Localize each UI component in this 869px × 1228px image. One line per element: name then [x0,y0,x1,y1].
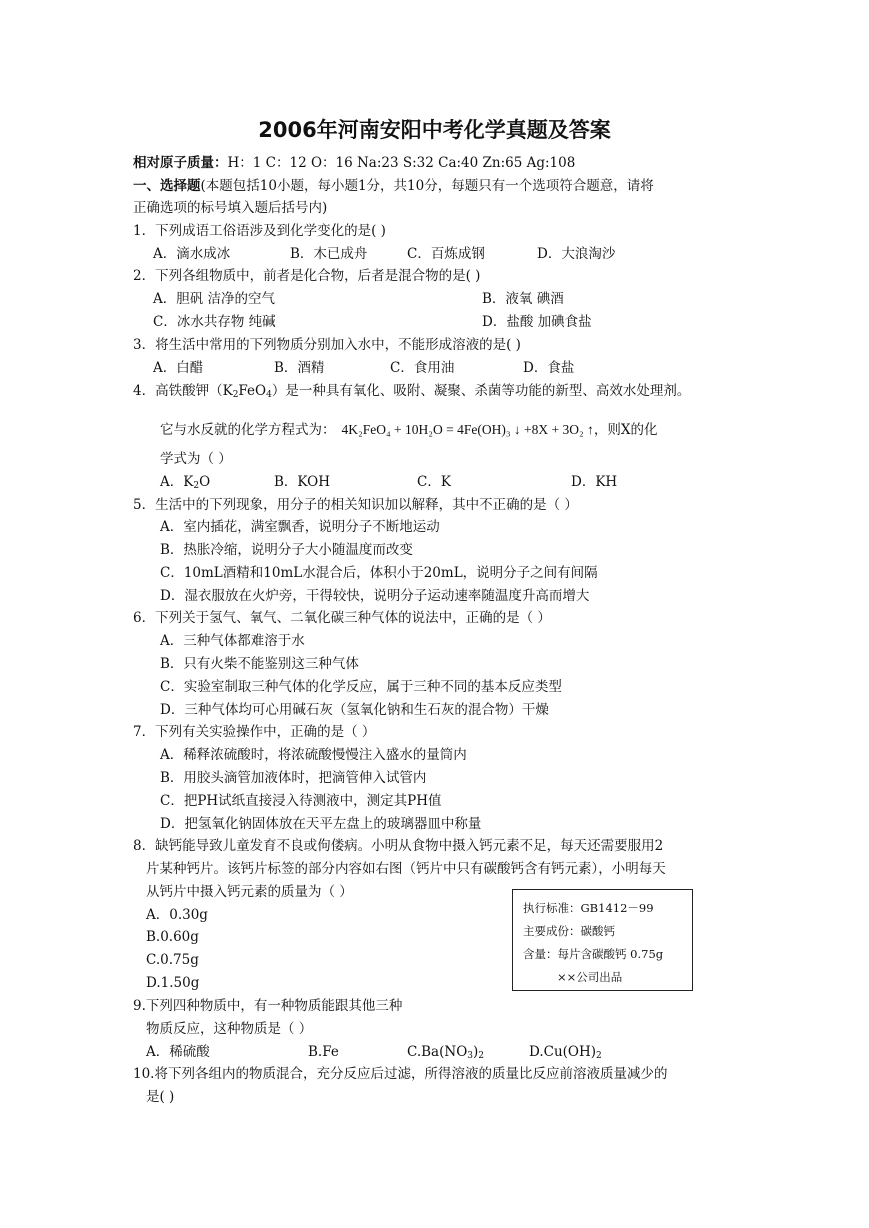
q4-option-c: C．K [417,474,451,490]
q2-option-b: B．液氧 碘酒 [482,291,564,307]
q5-option-a: A．室内插花，满室飘香，说明分子不断地运动 [160,519,440,535]
q4-stem-mid: FeO [238,383,267,399]
q4-equation: 4K₂FeO₄ + 10H₂O = 4Fe(OH)₃ ↓ +8X + 3O₂ ↑ [341,422,594,437]
calcium-tablet-label-box [512,889,693,991]
q4-line2 [160,420,657,440]
q7-stem: 7．下列有关实验操作中，正确的是（ ） [133,724,376,740]
q8-line1: 8．缺钙能导致儿童发育不良或佝偻病。小明从食物中摄入钙元素不足，每天还需要服用2 [133,838,664,854]
q9-option-b: B.Fe [308,1044,339,1060]
q9-option-d-pre: D.Cu(OH) [529,1044,597,1060]
q10-line2: 是( ) [146,1089,175,1105]
q4-option-a-pre: A．K [160,474,194,490]
q4-stem-sub2: 4 [266,390,272,400]
q7-option-b: B．用胶头滴管加液体时，把滴管伸入试管内 [160,770,427,786]
q9-option-d-sub: 2 [596,1051,602,1061]
q2-option-a: A．胆矾 洁净的空气 [153,291,276,307]
label-ingredient: 主要成份：碳酸钙 [523,924,615,938]
label-content: 含量：每片含碳酸钙 0.75g [523,947,664,961]
q4-option-a [160,472,210,496]
q9-option-d [529,1042,602,1066]
q9-option-a: A．稀硫酸 [146,1044,210,1060]
q6-option-d: D．三种气体均可心用碱石灰（氢氧化钠和生石灰的混合物）干燥 [160,702,549,718]
q3-option-d: D．食盐 [523,360,575,376]
page-title: 2006年河南安阳中考化学真题及答案 [258,118,611,142]
q4-stem-post: ）是一种具有氧化、吸附、凝聚、杀菌等功能的新型、高效水处理剂。 [271,383,691,399]
q1-stem: 1．下列成语工俗语涉及到化学变化的是( ) [133,223,386,239]
q9-option-c-post: ) [473,1044,479,1060]
q1-option-c: C．百炼成钢 [407,246,485,262]
q1-option-b: B．木已成舟 [290,246,368,262]
q3-option-c: C．食用油 [390,360,455,376]
q9-option-c-sub: 3 [467,1051,473,1061]
q7-option-a: A．稀释浓硫酸时，将浓硫酸慢慢注入盛水的量筒内 [160,747,467,763]
q5-stem: 5．生活中的下列现象，用分子的相关知识加以解释，其中不正确的是（ ） [133,497,578,513]
q10-line1: 10.将下列各组内的物质混合，充分反应后过滤，所得溶液的质量比反应前溶液质量减少的 [133,1066,668,1082]
q9-option-c-pre: C.Ba(NO [407,1044,468,1060]
q9-option-c-sub2: 2 [478,1051,485,1061]
q8-option-d: D.1.50g [146,975,200,991]
atomic-mass-line [133,153,575,173]
q4-stem-sub1: 2 [232,390,239,400]
q5-option-c: C．10mL酒精和10mL水混合后，体积小于20mL，说明分子之间有间隔 [160,565,598,581]
q7-option-d: D．把氢氧化钠固体放在天平左盘上的玻璃器皿中称量 [160,816,482,832]
q7-option-c: C．把PH试纸直接浸入待测液中，测定其PH值 [160,793,442,809]
q5-option-b: B．热胀冷缩，说明分子大小随温度而改变 [160,542,413,558]
q4-line3: 学式为（ ） [160,451,232,467]
q9-line1: 9.下列四种物质中，有一种物质能跟其他三种 [133,998,403,1014]
q2-option-d: D．盐酸 加碘食盐 [482,314,592,330]
q4-option-b: B．KOH [274,474,330,490]
q4-stem [133,381,690,405]
q3-option-b: B．酒精 [274,360,325,376]
q8-line3: 从钙片中摄入钙元素的质量为（ ） [146,884,353,900]
q8-line2: 片某种钙片。该钙片标签的部分内容如右图（钙片中只有碳酸钙含有钙元素），小明每天 [146,861,666,877]
q9-line2: 物质反应，这种物质是（ ） [146,1021,313,1037]
section1-heading-line [133,176,654,196]
q2-option-c: C．冰水共存物 纯碱 [153,314,276,330]
q4-line2-pre: 它与水反就的化学方程式为： [160,422,336,438]
q1-option-a: A．滴水成冰 [153,246,231,262]
q3-stem: 3．将生活中常用的下列物质分别加入水中，不能形成溶液的是( ) [133,337,521,353]
q4-stem-pre: 4．高铁酸钾（K [133,383,233,399]
atomic-mass-label: 相对原子质量： [133,155,228,171]
q4-option-d: D．KH [571,474,618,490]
q4-option-a-sub: 2 [193,481,200,491]
q8-option-b: B.0.60g [146,929,199,945]
q9-option-c [407,1042,484,1066]
q8-option-c: C.0.75g [146,952,199,968]
q8-option-a: A．0.30g [146,907,208,923]
section1-heading: 一、选择题 [133,178,201,194]
section1-desc-cont: 正确选项的标号填入题后括号内) [133,200,328,216]
q6-option-c: C．实验室制取三种气体的化学反应，属于三种不同的基本反应类型 [160,679,562,695]
q6-stem: 6．下列关于氢气、氧气、二氧化碳三种气体的说法中，正确的是（ ） [133,610,551,626]
q4-line2-post: ，则X的化 [593,422,658,438]
q1-option-d: D．大浪淘沙 [537,246,616,262]
label-standard: 执行标准：GB1412－99 [523,901,654,915]
q3-option-a: A．白醋 [153,360,204,376]
label-manufacturer: ××公司出品 [557,970,623,984]
atomic-mass-values: H：1 C：12 O：16 Na:23 S:32 Ca:40 Zn:65 Ag:108 [227,155,576,171]
q2-stem: 2．下列各组物质中，前者是化合物，后者是混合物的是( ) [133,268,481,284]
q5-option-d: D．湿衣服放在火炉旁，干得较快，说明分子运动速率随温度升高而增大 [160,588,590,604]
q6-option-a: A．三种气体都难溶于水 [160,633,305,649]
q4-option-a-post: O [199,474,211,490]
q6-option-b: B．只有火柴不能鉴别这三种气体 [160,656,359,672]
section1-desc: (本题包括10小题，每小题1分，共10分，每题只有一个选项符合题意，请将 [200,178,654,194]
